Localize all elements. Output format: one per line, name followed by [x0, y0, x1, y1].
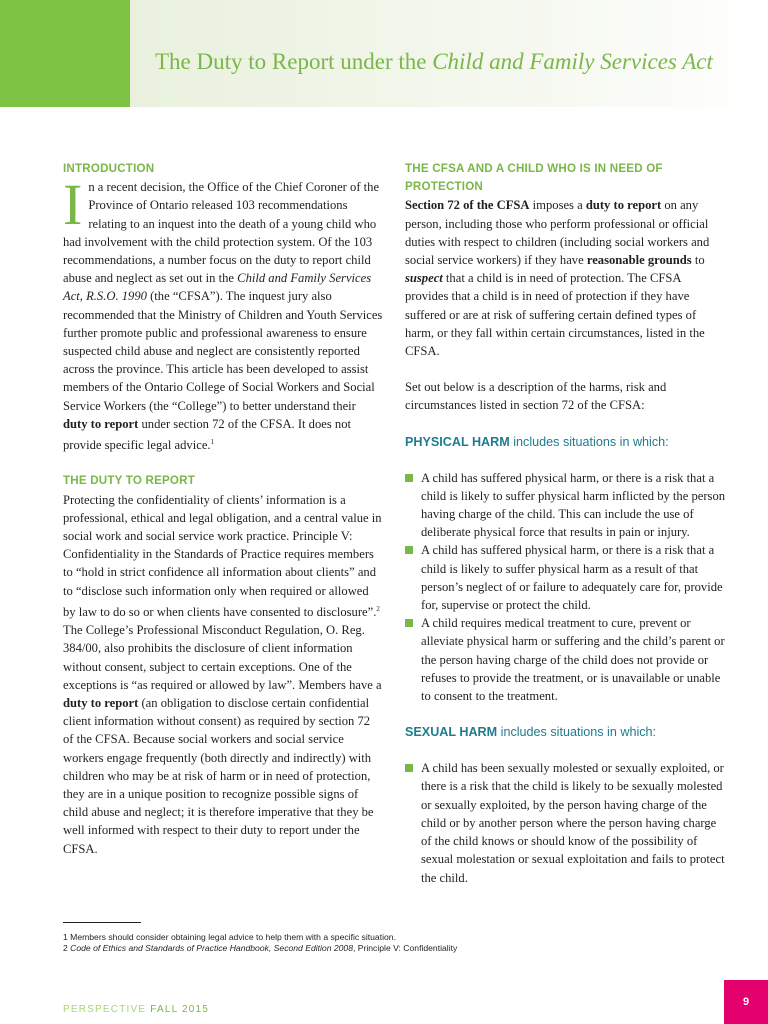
introduction-heading: INTRODUCTION	[63, 162, 155, 175]
footnote-divider	[63, 922, 141, 923]
duty-to-report-heading: THE DUTY TO REPORT	[63, 474, 196, 488]
footnote-1: 1 Members should consider obtaining legal advice to help them with a specific situation.	[63, 932, 396, 942]
sexual-harm-heading: SEXUAL HARM includes situations in which:	[405, 725, 657, 740]
drop-cap: I	[63, 172, 83, 238]
footnote-ref-2: 2	[376, 604, 380, 613]
cfsa-paragraph: Section 72 of the CFSA imposes a duty to report on any person, including those who perform professional or official duties with respect to children (including social workers and social service workers) if they have reasonable grounds to suspect that a child is in need of protection. The CFSA provides that a child is in need of protection if they have suffered or are at risk of suffering certain defined types of harm, or they fall within certain circumstances, listed in the CFSA.	[405, 198, 710, 359]
duty-to-report-paragraph: Protecting the confidentiality of clients’ information is a professional, ethical and legal obligation, and a central value in social work and social service work practice. Principle V: Confidentiality in the Standards of Practice requires members to “hold in strict confidence all information about clients” and to “disclose such information only when required or allowed by law to do so or when clients have consented to disclosure”.$^2$ The College’s Professional Misconduct Regulation, O. Reg. 384/00, also prohibits the disclosure of client information without consent, subject to certain exceptions. One of the exceptions is “as required or allowed by law”. Members have a duty to report (an obligation to disclose certain confidential client information without consent) as required by section 72 of the CFSA. Because social workers and social service workers engage frequently (both directly and indirectly) with children who may be at risk of harm or in need of protection, they are in a unique position to recognize possible signs of child abuse and neglect; it is therefore imperative that they be well informed with respect to their duty to report under the CFSA.	[63, 492, 382, 856]
header-accent-bar	[0, 0, 130, 107]
list-item: A child has suffered physical harm, or there is a risk that a child is likely to suffer physical harm inflicted by the person having charge of the child. This can include the use of deliberate physical force that results in pain or injury.	[405, 469, 727, 542]
page-title: The Duty to Report under the Child and Family Services Act	[155, 49, 713, 74]
introduction-paragraph: In a recent decision, the Office of the Chief Coroner of the Province of Ontario released 103 recommendations relating to an inquest into the death of a young child who had involvement with the child protection system. Of the 103 recommendations, a number focus on the duty to report child abuse and neglect as set out in the Child and Family Services Act, R.S.O. 1990 (the “CFSA”). The inquest jury also recommended that the Ministry of Children and Youth Services further promote public and professional awareness to ensure suspected child abuse and neglect are consistently reported across the province. This article has been developed to assist members of the Ontario College of Social Workers and Social Service Workers (the “College”) to better understand their duty to report under section 72 of the CFSA. It does not provide specific legal advice.$^1$	[63, 172, 383, 453]
list-item: A child has been sexually molested or sexually exploited, or there is a risk that the child is likely to be sexually molested or sexually exploited, by the person having charge of the child or by another person where the person having charge of the child knows or should know of the possibility of sexual molestation or sexual exploitation and fails to protect the child.	[405, 759, 727, 886]
setout-paragraph: Set out below is a description of the harms, risk and circumstances listed in section 72 of the CFSA:	[405, 380, 667, 413]
footnote-ref-1: 1	[210, 438, 215, 447]
list-item: A child requires medical treatment to cure, prevent or alleviate physical harm or suffering and the child’s parent or the person having charge of the child does not provide or refuses to provide the treatment, or is unavailable or unable to consent to the treatment.	[405, 614, 727, 705]
bullet-square-icon	[405, 764, 413, 772]
page-number: 9	[724, 980, 768, 1024]
footnotes	[63, 932, 723, 954]
sexual-harm-list	[405, 759, 727, 886]
bullet-square-icon	[405, 474, 413, 482]
left-column	[63, 160, 383, 858]
physical-harm-list	[405, 469, 727, 706]
list-item: A child has suffered physical harm, or there is a risk that a child is likely to suffer physical harm as a result of that person’s neglect of or failure to adequately care for, provide for, supervise or protect the child.	[405, 541, 727, 614]
bullet-square-icon	[405, 546, 413, 554]
right-column	[405, 160, 727, 887]
bullet-square-icon	[405, 619, 413, 627]
physical-harm-heading: PHYSICAL HARM includes situations in which:	[405, 434, 669, 449]
footnote-2: 2 Code of Ethics and Standards of Practice Handbook, Second Edition 2008, Principle V: Confidentiality	[63, 943, 458, 953]
footer-publication: PERSPECTIVE FALL 2015	[63, 1004, 210, 1015]
cfsa-heading: THE CFSA AND A CHILD WHO IS IN NEED OF PROTECTION	[405, 162, 663, 194]
